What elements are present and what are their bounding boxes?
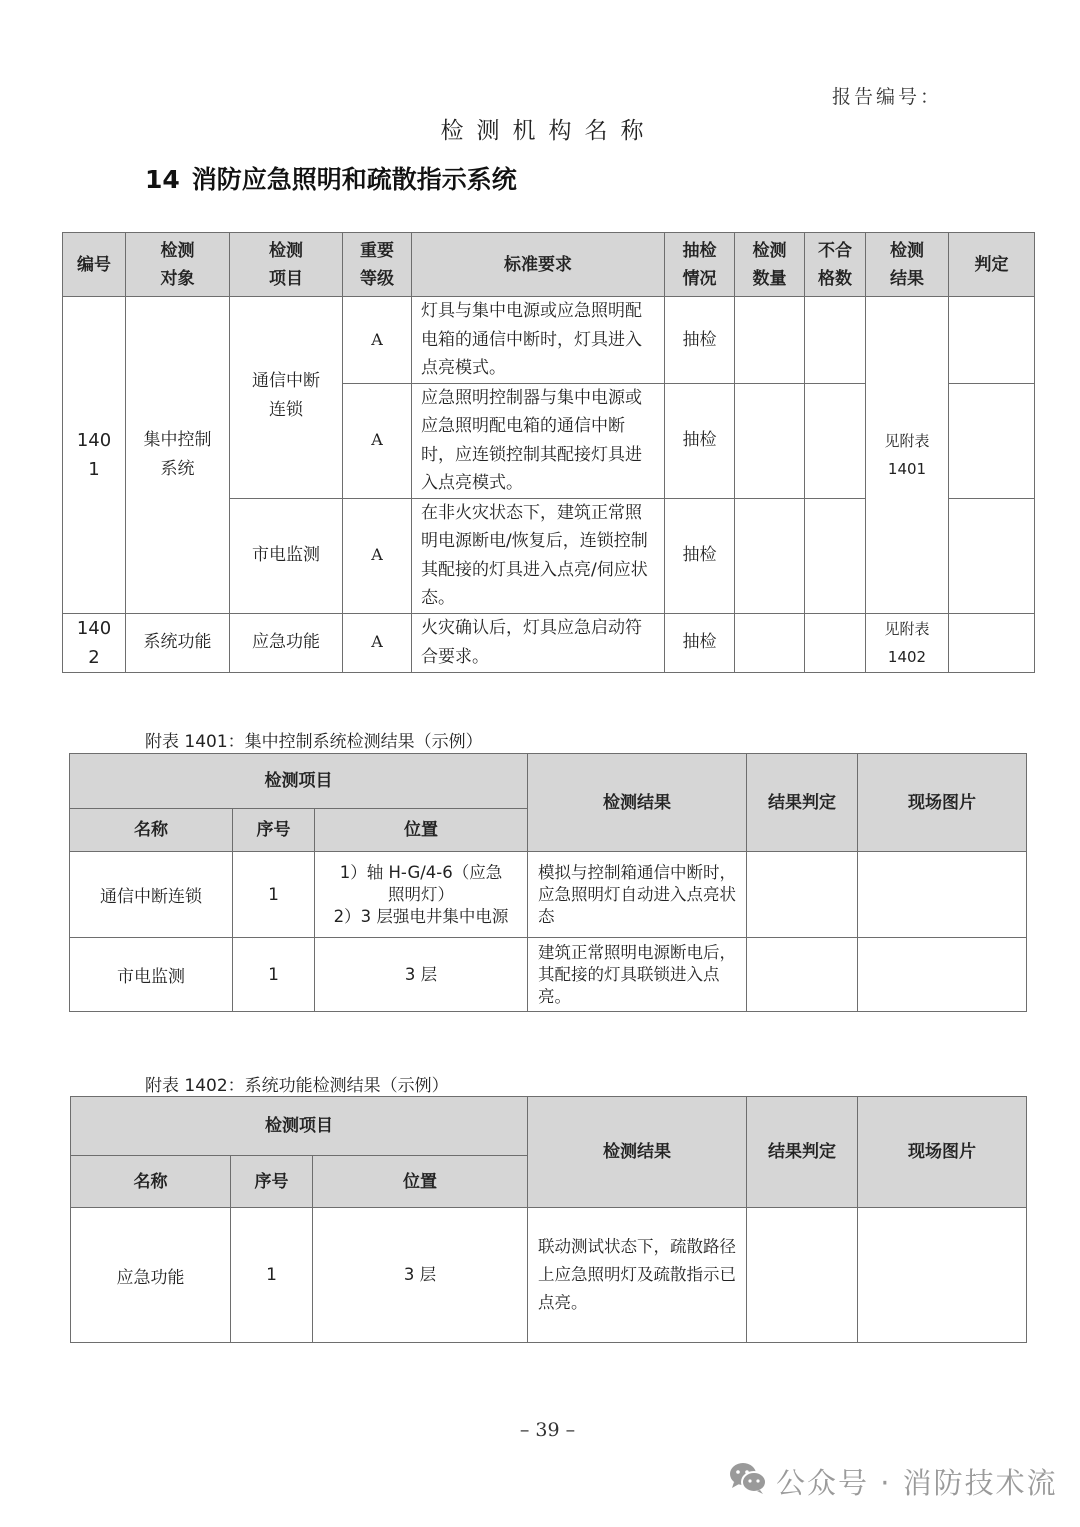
- cell-fail-count[interactable]: [805, 297, 866, 384]
- cell-quantity[interactable]: [735, 297, 805, 384]
- header-judgement: 结果判定: [747, 1097, 858, 1208]
- cell-name: 市电监测: [70, 938, 233, 1012]
- table-row: [63, 613, 1035, 672]
- cell-fail-count[interactable]: [805, 383, 866, 498]
- cell-code: 140 2: [63, 613, 126, 672]
- header-photo: 现场图片: [858, 754, 1027, 852]
- table-row: [70, 852, 1027, 938]
- header-location: 位置: [315, 809, 528, 852]
- header-seq: 序号: [231, 1156, 313, 1208]
- cell-object: 系统功能: [126, 613, 230, 672]
- section-title: [145, 160, 517, 196]
- watermark-text: 公众号 · 消防技术流: [776, 1466, 1058, 1500]
- header-name: 名称: [71, 1156, 231, 1208]
- appendix-1402-table: [70, 1096, 1027, 1343]
- cell-photo[interactable]: [858, 852, 1027, 938]
- cell-location: 3 层: [313, 1208, 528, 1343]
- cell-judgement[interactable]: [747, 938, 858, 1012]
- cell-judgement[interactable]: [949, 297, 1035, 384]
- table-header-row: [71, 1097, 1027, 1156]
- header-sampling: 抽检 情况: [665, 233, 735, 297]
- header-seq: 序号: [233, 809, 315, 852]
- appendix-1401-caption: 附表 1401：集中控制系统检测结果（示例）: [145, 732, 483, 752]
- appendix-1402-caption: 附表 1402：系统功能检测结果（示例）: [145, 1076, 449, 1096]
- header-photo: 现场图片: [858, 1097, 1027, 1208]
- appendix-1401-table: [69, 753, 1027, 1012]
- cell-sampling: 抽检: [665, 383, 735, 498]
- cell-code: 140 1: [63, 297, 126, 614]
- header-result: 检测结果: [528, 754, 747, 852]
- cell-judgement[interactable]: [747, 852, 858, 938]
- header-fail-count: 不合 格数: [805, 233, 866, 297]
- wechat-icon: [728, 1461, 776, 1502]
- cell-result: 模拟与控制箱通信中断时，应急照明灯自动进入点亮状态: [528, 852, 747, 938]
- header-test-item: 检测项目: [71, 1097, 528, 1156]
- cell-quantity[interactable]: [735, 498, 805, 613]
- cell-name: 应急功能: [71, 1208, 231, 1343]
- cell-judgement[interactable]: [949, 613, 1035, 672]
- header-test-item: 检测项目: [70, 754, 528, 809]
- header-code: 编号: [63, 233, 126, 297]
- header-judgement: 结果判定: [747, 754, 858, 852]
- cell-result: 见附表 1401: [866, 297, 949, 614]
- table-header-row: [70, 754, 1027, 809]
- header-judgement: 判定: [949, 233, 1035, 297]
- cell-fail-count[interactable]: [805, 613, 866, 672]
- section-number: 14: [145, 165, 180, 194]
- header-requirement: 标准要求: [412, 233, 665, 297]
- cell-grade: A: [343, 498, 412, 613]
- cell-judgement[interactable]: [949, 498, 1035, 613]
- cell-requirement: 应急照明控制器与集中电源或应急照明配电箱的通信中断时，应连锁控制其配接灯具进入点亮模式。: [412, 383, 665, 498]
- header-grade: 重要 等级: [343, 233, 412, 297]
- header-location: 位置: [313, 1156, 528, 1208]
- cell-photo[interactable]: [858, 1208, 1027, 1343]
- report-number-label: 报告编号：: [832, 86, 943, 108]
- cell-photo[interactable]: [858, 938, 1027, 1012]
- table-row: [70, 938, 1027, 1012]
- header-object: 检测 对象: [126, 233, 230, 297]
- watermark: [728, 1461, 1058, 1502]
- cell-judgement[interactable]: [949, 383, 1035, 498]
- cell-requirement: 在非火灾状态下，建筑正常照明电源断电/恢复后，连锁控制其配接的灯具进入点亮/伺应状态。: [412, 498, 665, 613]
- cell-grade: A: [343, 383, 412, 498]
- section-title-text: 消防应急照明和疏散指示系统: [191, 165, 517, 194]
- cell-grade: A: [343, 297, 412, 384]
- header-quantity: 检测 数量: [735, 233, 805, 297]
- cell-seq: 1: [233, 938, 315, 1012]
- cell-item: 通信中断 连锁: [230, 297, 343, 499]
- cell-quantity[interactable]: [735, 613, 805, 672]
- cell-result: 见附表 1402: [866, 613, 949, 672]
- cell-name: 通信中断连锁: [70, 852, 233, 938]
- page-number: – 39 –: [519, 1419, 576, 1441]
- cell-fail-count[interactable]: [805, 498, 866, 613]
- cell-item: 应急功能: [230, 613, 343, 672]
- table-header-row: [63, 233, 1035, 297]
- header-result: 检测 结果: [866, 233, 949, 297]
- cell-seq: 1: [231, 1208, 313, 1343]
- cell-requirement: 火灾确认后，灯具应急启动符合要求。: [412, 613, 665, 672]
- cell-item: 市电监测: [230, 498, 343, 613]
- cell-object: 集中控制 系统: [126, 297, 230, 614]
- header-name: 名称: [70, 809, 233, 852]
- cell-location: 3 层: [315, 938, 528, 1012]
- cell-result: 联动测试状态下，疏散路径上应急照明灯及疏散指示已点亮。: [528, 1208, 747, 1343]
- organization-name: 检测机构名称: [440, 118, 657, 144]
- cell-location: 1）轴 H-G/4-6（应急 照明灯） 2）3 层强电井集中电源: [315, 852, 528, 938]
- cell-requirement: 灯具与集中电源或应急照明配电箱的通信中断时，灯具进入点亮模式。: [412, 297, 665, 384]
- header-result: 检测结果: [528, 1097, 747, 1208]
- cell-sampling: 抽检: [665, 498, 735, 613]
- table-row: [71, 1208, 1027, 1343]
- header-item: 检测 项目: [230, 233, 343, 297]
- cell-sampling: 抽检: [665, 613, 735, 672]
- cell-quantity[interactable]: [735, 383, 805, 498]
- inspection-table: [62, 232, 1035, 673]
- table-row: [63, 297, 1035, 384]
- cell-seq: 1: [233, 852, 315, 938]
- cell-result: 建筑正常照明电源断电后，其配接的灯具联锁进入点亮。: [528, 938, 747, 1012]
- cell-grade: A: [343, 613, 412, 672]
- cell-judgement[interactable]: [747, 1208, 858, 1343]
- cell-sampling: 抽检: [665, 297, 735, 384]
